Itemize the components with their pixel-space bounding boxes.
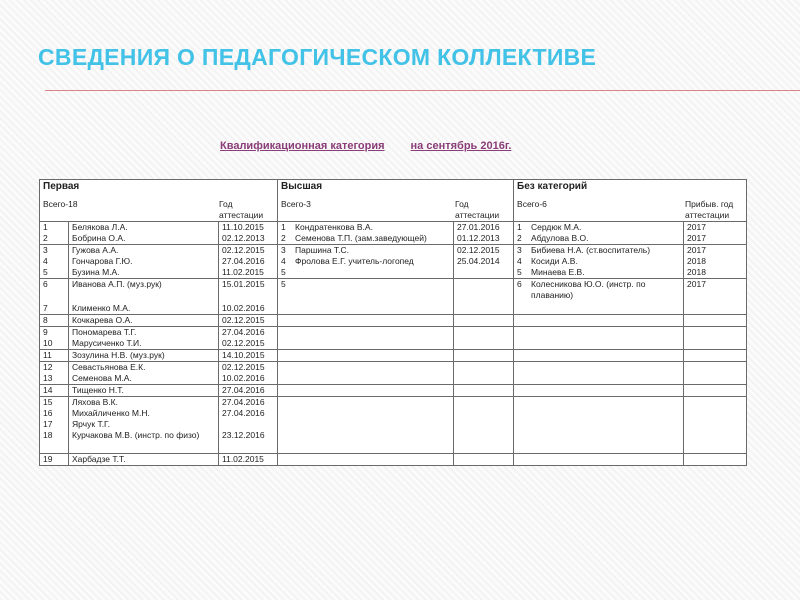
teacher-name: Тищенко Н.Т. bbox=[69, 385, 219, 397]
header-none-label: Без категорий bbox=[517, 181, 588, 192]
header-high-label: Высшая bbox=[281, 181, 323, 192]
none-total: Всего-6 bbox=[517, 199, 547, 209]
title-divider bbox=[45, 90, 800, 91]
row-number: 17 bbox=[43, 419, 53, 429]
table-header-row bbox=[40, 180, 747, 222]
teacher-name: Гужова А.А. bbox=[72, 245, 119, 255]
attestation-date: 27.04.2016 bbox=[222, 397, 265, 407]
attestation-date: 25.04.2014 bbox=[457, 256, 500, 266]
row-number: 9 bbox=[43, 327, 48, 337]
row-number: 10 bbox=[43, 338, 53, 348]
row-number: 5 bbox=[43, 267, 48, 277]
teacher-name: Бобрина О.А. bbox=[72, 233, 126, 243]
teacher-name: Харбадзе Т.Т. bbox=[69, 454, 219, 466]
teacher-name: Кочкарева О.А. bbox=[69, 315, 219, 327]
attestation-date: 23.12.2016 bbox=[222, 430, 265, 440]
row-number: 6 bbox=[43, 279, 48, 289]
attestation-date: 01.12.2013 bbox=[457, 233, 500, 243]
row-number: 2 bbox=[517, 233, 522, 243]
row-number: 4 bbox=[43, 256, 48, 266]
high-date-header: Год аттестации bbox=[455, 199, 500, 220]
row-number: 3 bbox=[43, 245, 48, 255]
teacher-name: Семенова М.А. bbox=[72, 373, 132, 383]
row-number: 14 bbox=[40, 385, 69, 397]
attestation-date: 27.04.2016 bbox=[222, 408, 265, 418]
row-number: 2 bbox=[281, 233, 286, 243]
attestation-date: 11.02.2015 bbox=[222, 267, 264, 277]
arrival-year: 2017 bbox=[687, 222, 706, 232]
teacher-name: Зозулина Н.В. (муз.рук) bbox=[69, 350, 219, 362]
header-first bbox=[40, 180, 278, 222]
attestation-date: 02.12.2015 bbox=[219, 315, 278, 327]
row-number: 2 bbox=[43, 233, 48, 243]
teacher-name: Иванова А.П. (муз.рук) bbox=[72, 279, 162, 289]
table-row bbox=[40, 222, 747, 245]
row-number: 5 bbox=[517, 267, 522, 277]
row-number: 15 bbox=[43, 397, 53, 407]
row-number: 18 bbox=[43, 430, 53, 440]
attestation-date bbox=[222, 419, 274, 430]
table-row bbox=[40, 327, 747, 350]
row-number: 3 bbox=[281, 245, 286, 255]
row-number: 7 bbox=[43, 303, 48, 313]
teacher-name: Семенова Т.П. (зам.заведующей) bbox=[295, 233, 427, 243]
teacher-name: Абдулова В.О. bbox=[531, 233, 589, 243]
teacher-name: Ярчук Т.Г. bbox=[72, 419, 110, 429]
row-number: 1 bbox=[517, 222, 522, 232]
header-high bbox=[278, 180, 514, 222]
attestation-date: 11.02.2015 bbox=[219, 454, 278, 466]
teacher-name: Фролова Е.Г. учитель-логопед bbox=[295, 256, 414, 266]
teacher-name: Пономарева Т.Г. bbox=[72, 327, 137, 337]
attestation-date: 27.04.2016 bbox=[222, 256, 265, 266]
row-number: 19 bbox=[40, 454, 69, 466]
row-number: 5 bbox=[281, 267, 286, 277]
row-number: 8 bbox=[40, 315, 69, 327]
teacher-name: Бибиева Н.А. (ст.воспитатель) bbox=[531, 245, 651, 255]
teacher-name: Бузина М.А. bbox=[72, 267, 120, 277]
arrival-year: 2018 bbox=[687, 267, 706, 277]
teacher-name: Севастьянова Е.К. bbox=[72, 362, 146, 372]
header-first-label: Первая bbox=[43, 181, 80, 192]
attestation-date: 02.12.2015 bbox=[457, 245, 500, 255]
row-number: 3 bbox=[517, 245, 522, 255]
attestation-date: 02.12.2015 bbox=[222, 245, 265, 255]
caption-category: Квалификационная категория bbox=[220, 140, 385, 152]
teacher-name: Минаева Е.В. bbox=[531, 267, 585, 277]
attestation-date: 14.10.2015 bbox=[219, 350, 278, 362]
teacher-name bbox=[295, 267, 450, 278]
table-row bbox=[40, 315, 747, 327]
high-total: Всего-3 bbox=[281, 199, 311, 209]
row-number: 1 bbox=[43, 222, 48, 232]
attestation-date: 27.04.2016 bbox=[219, 385, 278, 397]
teacher-name: Сердюк М.А. bbox=[531, 222, 582, 232]
row-number: 6 bbox=[517, 279, 522, 289]
page-title: СВЕДЕНИЯ О ПЕДАГОГИЧЕСКОМ КОЛЛЕКТИВЕ bbox=[38, 44, 597, 70]
teacher-name: Ляхова В.К. bbox=[72, 397, 118, 407]
teacher-name: Курчакова М.В. (инстр. по физо) bbox=[72, 430, 200, 440]
arrival-year: 2017 bbox=[687, 233, 706, 243]
attestation-date: 27.04.2016 bbox=[222, 327, 265, 337]
none-date-header: Прибыв. год аттестации bbox=[685, 199, 734, 220]
table-row bbox=[40, 454, 747, 466]
attestation-date: 15.01.2015 bbox=[222, 279, 265, 289]
row-number: 11 bbox=[40, 350, 69, 362]
staff-table bbox=[39, 179, 747, 466]
attestation-date: 27.01.2016 bbox=[457, 222, 500, 232]
row-number: 16 bbox=[43, 408, 53, 418]
teacher-name: Косиди А.В. bbox=[531, 256, 578, 266]
table-row bbox=[40, 245, 747, 279]
row-number: 4 bbox=[517, 256, 522, 266]
teacher-name: Гончарова Г.Ю. bbox=[72, 256, 133, 266]
row-number: 5 bbox=[281, 279, 286, 289]
arrival-year: 2017 bbox=[687, 245, 706, 255]
teacher-name: Колесникова Ю.О. (инстр. по плаванию) bbox=[531, 279, 646, 300]
table-row bbox=[40, 362, 747, 385]
teacher-name: Михайличенко М.Н. bbox=[72, 408, 150, 418]
attestation-date: 10.02.2016 bbox=[222, 303, 265, 313]
table-row bbox=[40, 397, 747, 454]
caption-date: на сентябрь 2016г. bbox=[410, 140, 512, 152]
table-row bbox=[40, 350, 747, 362]
first-date-header: Год аттестации bbox=[219, 199, 264, 220]
table-row bbox=[40, 279, 747, 315]
teacher-name: Паршина Т.С. bbox=[295, 245, 350, 255]
teacher-name: Белякова Л.А. bbox=[72, 222, 128, 232]
row-number: 12 bbox=[43, 362, 53, 372]
attestation-date: 02.12.2015 bbox=[222, 362, 265, 372]
row-number: 4 bbox=[281, 256, 286, 266]
teacher-name: Клименко М.А. bbox=[72, 303, 131, 313]
table-row bbox=[40, 385, 747, 397]
table-caption bbox=[220, 140, 511, 152]
attestation-date: 02.12.2015 bbox=[222, 338, 265, 348]
attestation-date: 10.02.2016 bbox=[222, 373, 265, 383]
teacher-name: Марусиченко Т.И. bbox=[72, 338, 142, 348]
arrival-year: 2017 bbox=[687, 279, 706, 289]
arrival-year: 2018 bbox=[687, 256, 706, 266]
teacher-name: Кондратенкова В.А. bbox=[295, 222, 373, 232]
row-number: 13 bbox=[43, 373, 53, 383]
attestation-date: 11.10.2015 bbox=[222, 222, 264, 232]
first-total: Всего-18 bbox=[43, 199, 78, 209]
row-number: 1 bbox=[281, 222, 286, 232]
attestation-date: 02.12.2013 bbox=[222, 233, 265, 243]
header-none bbox=[514, 180, 747, 222]
